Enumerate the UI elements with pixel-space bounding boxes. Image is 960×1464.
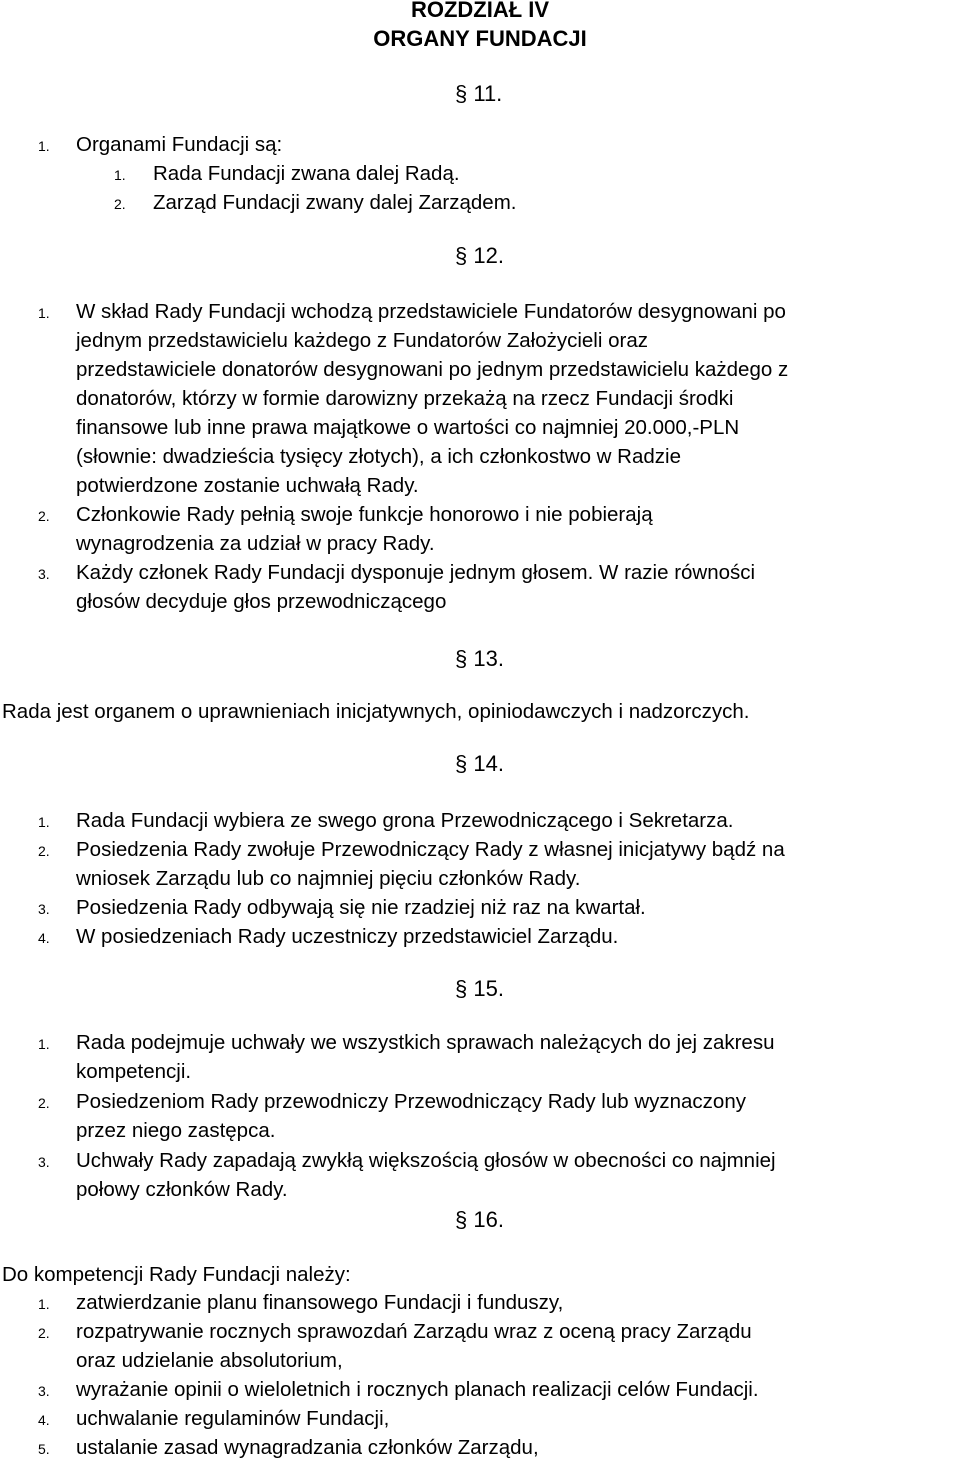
sublist-number: 1. bbox=[114, 167, 126, 183]
list-number: 5. bbox=[38, 1441, 50, 1457]
list-item-text: uchwalanie regulaminów Fundacji, bbox=[76, 1407, 390, 1430]
list-item-text: W posiedzeniach Rady uczestniczy przedstawiciel Zarządu. bbox=[76, 925, 619, 948]
list-number: 3. bbox=[38, 566, 50, 582]
list-item-text: przedstawiciele donatorów desygnowani po jednym przedstawicielu każdego z bbox=[76, 358, 789, 381]
list-item-text: ustalanie zasad wynagradzania członków Zarządu, bbox=[76, 1436, 539, 1459]
sublist-item-text: Zarząd Fundacji zwany dalej Zarządem. bbox=[153, 191, 517, 214]
list-item-text: wynagrodzenia za udział w pracy Rady. bbox=[76, 532, 435, 555]
list-number: 1. bbox=[38, 1296, 50, 1312]
list-number: 2. bbox=[38, 1325, 50, 1341]
list-item-text: połowy członków Rady. bbox=[76, 1178, 288, 1201]
list-number: 3. bbox=[38, 1154, 50, 1170]
list-item-text: Każdy członek Rady Fundacji dysponuje jednym głosem. W razie równości bbox=[76, 561, 756, 584]
list-number: 4. bbox=[38, 1412, 50, 1428]
list-number: 4. bbox=[38, 930, 50, 946]
list-item-text: finansowe lub inne prawa majątkowe o wartości co najmniej 20.000,-PLN bbox=[76, 416, 740, 439]
chapter-subtitle: ORGANY FUNDACJI bbox=[373, 26, 587, 51]
section-14-heading: § 14. bbox=[455, 751, 504, 776]
list-item-text: zatwierdzanie planu finansowego Fundacji i funduszy, bbox=[76, 1291, 564, 1314]
list-number: 1. bbox=[38, 305, 50, 321]
chapter-title: ROZDZIAŁ IV bbox=[410, 0, 550, 22]
list-number: 2. bbox=[38, 843, 50, 859]
list-item-text: Posiedzenia Rady zwołuje Przewodniczący Rady z własnej inicjatywy bądź na bbox=[76, 838, 785, 861]
section-15-heading: § 15. bbox=[455, 976, 504, 1001]
list-item-text: jednym przedstawicielu każdego z Fundatorów Założycieli oraz bbox=[76, 329, 648, 352]
list-item-text: potwierdzone zostanie uchwałą Rady. bbox=[76, 474, 419, 497]
list-item-text: Uchwały Rady zapadają zwykłą większością głosów w obecności co najmniej bbox=[76, 1149, 776, 1172]
list-item-text: Posiedzeniom Rady przewodniczy Przewodniczący Rady lub wyznaczony bbox=[76, 1090, 746, 1113]
list-item-text: oraz udzielanie absolutorium, bbox=[76, 1349, 343, 1372]
list-item-text: wniosek Zarządu lub co najmniej pięciu członków Rady. bbox=[76, 867, 581, 890]
list-item-text: (słownie: dwadzieścia tysięcy złotych), a ich członkostwo w Radzie bbox=[76, 445, 681, 468]
list-item-text: Rada podejmuje uchwały we wszystkich sprawach należących do jej zakresu bbox=[76, 1031, 775, 1054]
section-13-heading: § 13. bbox=[455, 646, 504, 671]
section-16-heading: § 16. bbox=[455, 1207, 504, 1232]
list-item-text: Członkowie Rady pełnią swoje funkcje honorowo i nie pobierają bbox=[76, 503, 653, 526]
sublist-item-text: Rada Fundacji zwana dalej Radą. bbox=[153, 162, 460, 185]
list-number: 2. bbox=[38, 1095, 50, 1111]
list-item-text: Posiedzenia Rady odbywają się nie rzadziej niż raz na kwartał. bbox=[76, 896, 646, 919]
list-item-text: kompetencji. bbox=[76, 1060, 192, 1083]
list-item-text: głosów decyduje głos przewodniczącego bbox=[76, 590, 447, 613]
list-item-text: rozpatrywanie rocznych sprawozdań Zarządu wraz z oceną pracy Zarządu bbox=[76, 1320, 752, 1343]
list-number: 1. bbox=[38, 1036, 50, 1052]
list-number: 2. bbox=[38, 508, 50, 524]
list-number: 3. bbox=[38, 1383, 50, 1399]
list-item-text: Organami Fundacji są: bbox=[76, 133, 283, 156]
list-item-text: wyrażanie opinii o wieloletnich i rocznych planach realizacji celów Fundacji. bbox=[76, 1378, 759, 1401]
section-11-heading: § 11. bbox=[455, 81, 503, 106]
paragraph-text: Rada jest organem o uprawnieniach inicjatywnych, opiniodawczych i nadzorczych. bbox=[2, 700, 750, 723]
section-12-heading: § 12. bbox=[455, 243, 504, 268]
list-item-text: przez niego zastępca. bbox=[76, 1119, 276, 1142]
list-number: 1. bbox=[38, 138, 50, 154]
sublist-number: 2. bbox=[114, 196, 126, 212]
paragraph-text: Do kompetencji Rady Fundacji należy: bbox=[2, 1263, 351, 1286]
list-number: 1. bbox=[38, 814, 50, 830]
list-item-text: W skład Rady Fundacji wchodzą przedstawiciele Fundatorów desygnowani po bbox=[76, 300, 786, 323]
list-item-text: Rada Fundacji wybiera ze swego grona Przewodniczącego i Sekretarza. bbox=[76, 809, 734, 832]
list-item-text: donatorów, którzy w formie darowizny przekażą na rzecz Fundacji środki bbox=[76, 387, 734, 410]
list-number: 3. bbox=[38, 901, 50, 917]
